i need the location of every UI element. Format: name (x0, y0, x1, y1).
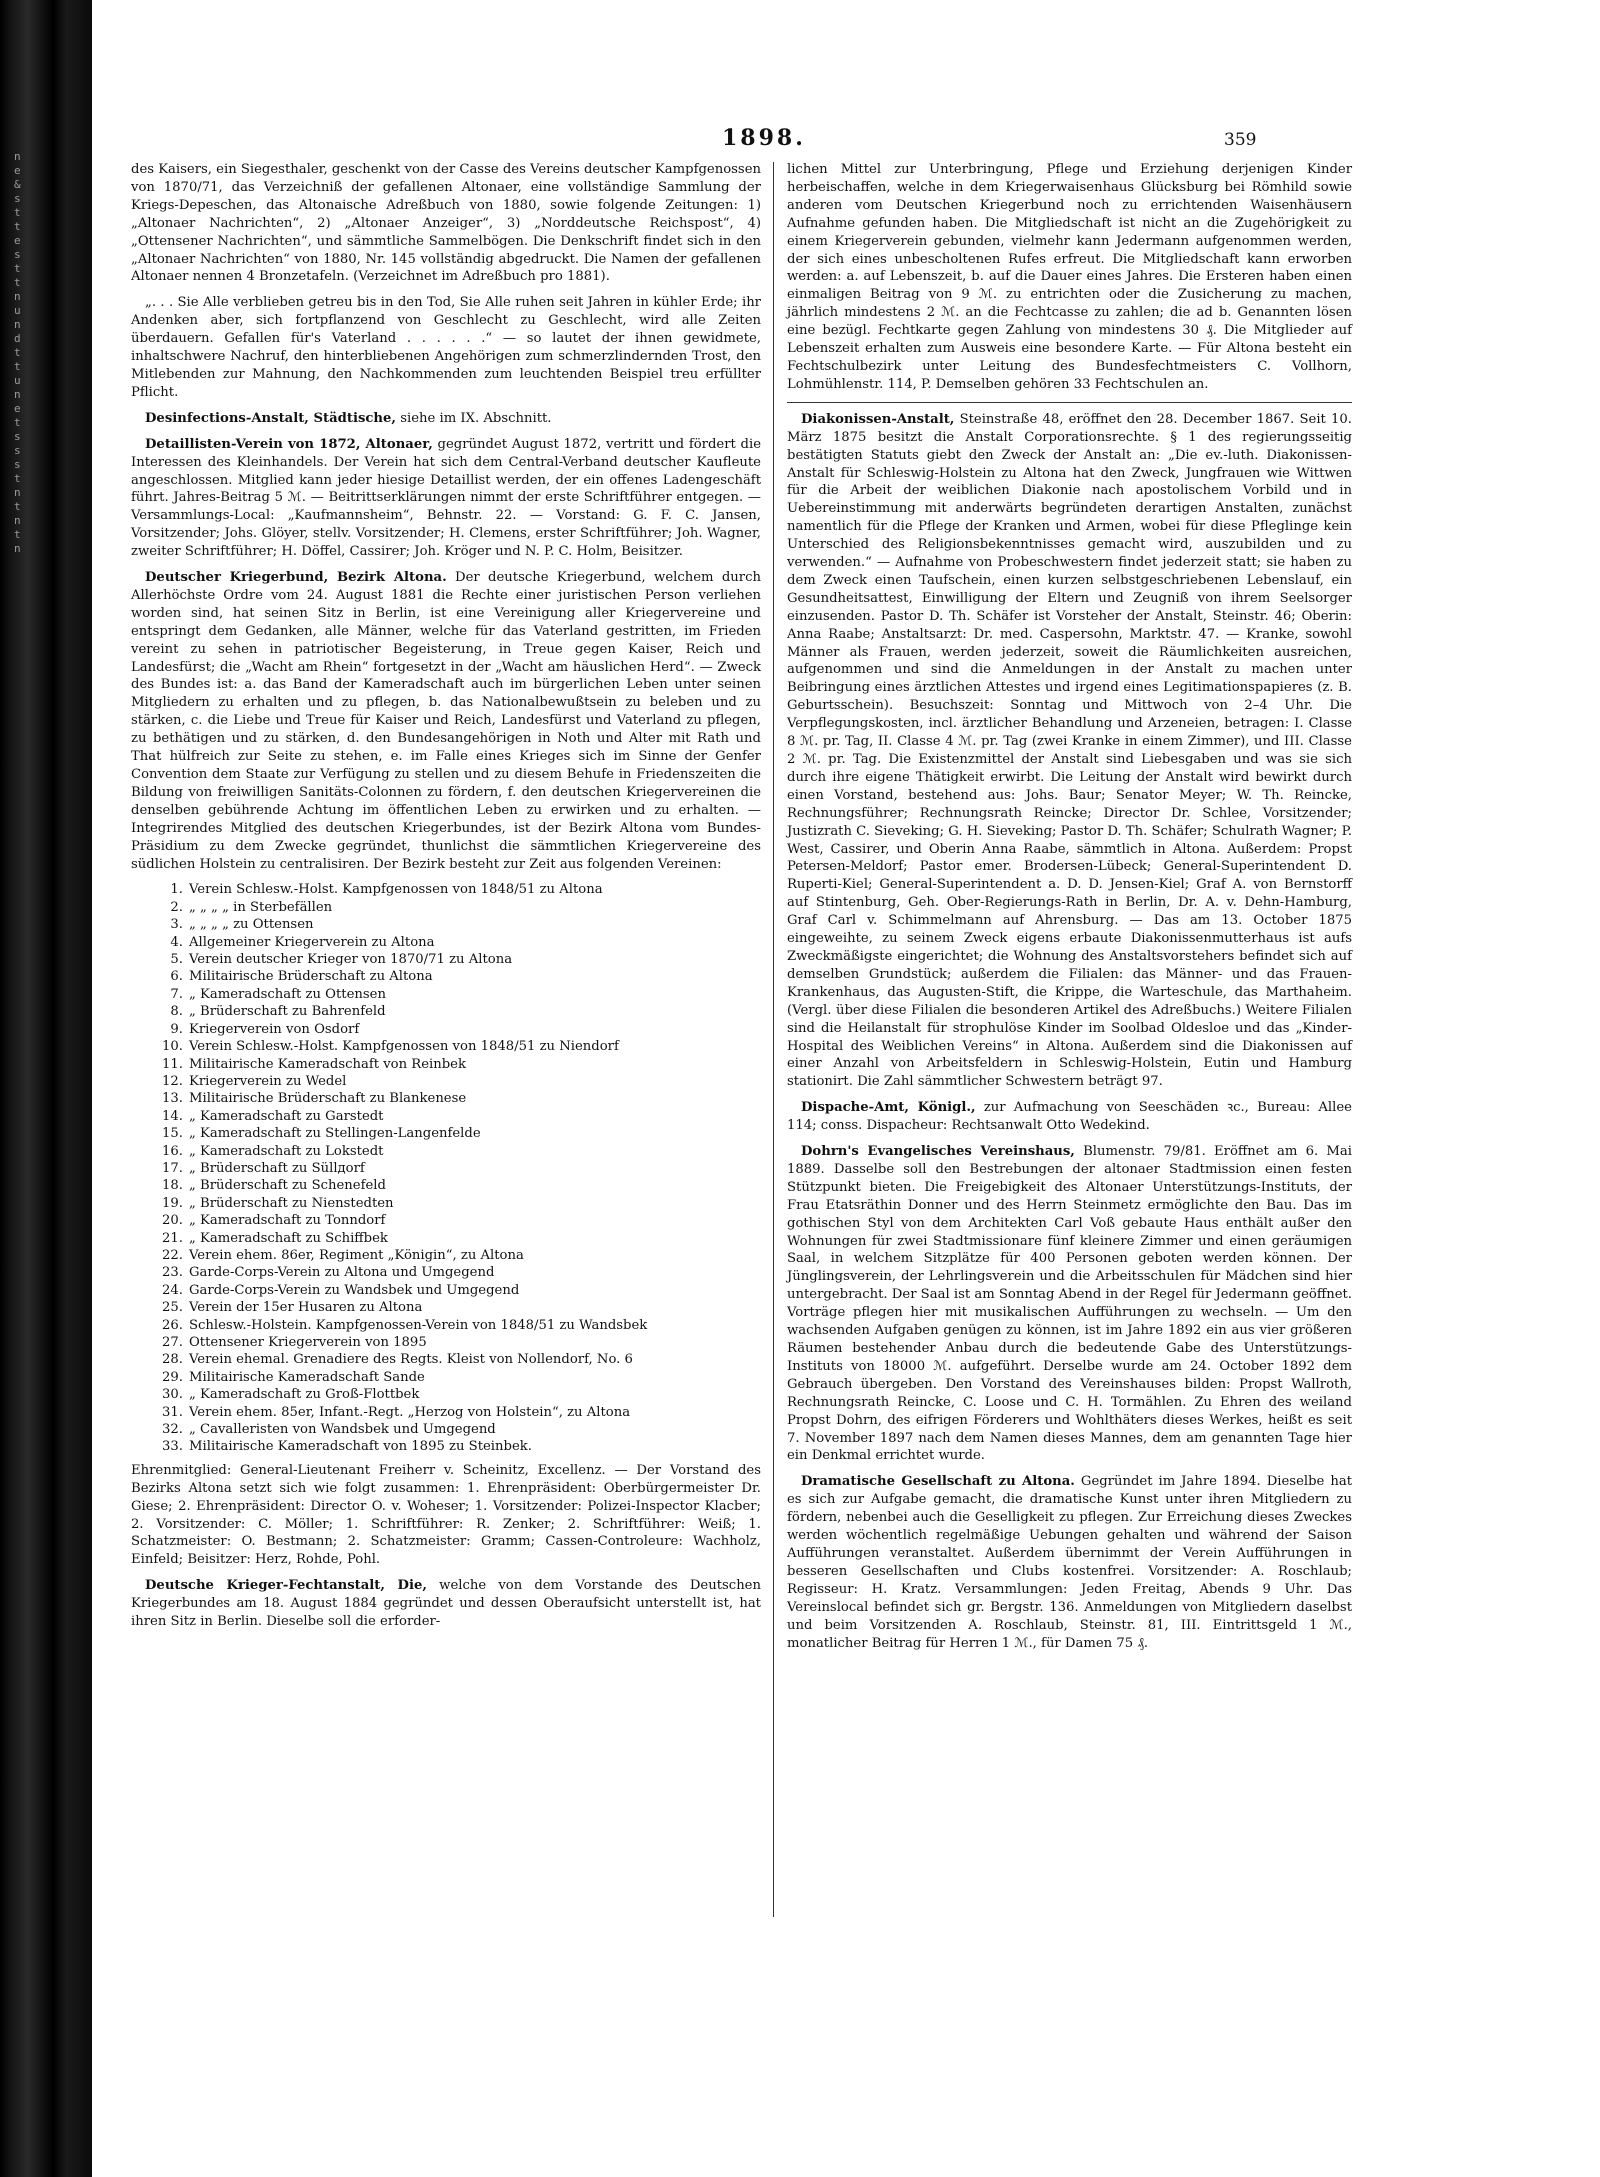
list-item: 25. Verein der 15er Husaren zu Altona (162, 1300, 423, 1316)
list-item: 15. „ Kameradschaft zu Stellingen-Langenfelde (162, 1126, 481, 1142)
list-item: 30. „ Kameradschaft zu Groß-Flottbek (162, 1387, 420, 1403)
intro-paragraph: des Kaisers, ein Siegesthaler, geschenkt von der Casse des Vereins deutscher Kampfgenossen von 1870/71, das Verzeichniß der gefallenen Altonaer, eine vollständige Sammlung der Kriegs-Depeschen, das Altonaische Adreßbuch von 1880, sowie folgende Zeitungen: 1) „Altonaer Nachrichten“, 2) „Altonaer Anzeiger“, 3) „Norddeutsche Reichspost“, 4) „Ottensener Nachrichten“, und sämmtliche Sammelbögen. Die Denkschrift findet sich in den „Altonaer Nachrichten“ von 1880, Nr. 145 vollständig abgedruckt. Die Namen der gefallenen Altonaer nennen 4 Bronzetafeln. (Verzeichnet im Adreßbuch pro 1881). (131, 162, 761, 285)
list-item: 5. Verein deutscher Krieger von 1870/71 zu Altona (170, 952, 513, 968)
entry-body: welche von dem Vorstande des Deutschen Kriegerbundes am 18. August 1884 gegründet und dessen Oberaufsicht unterstellt ist, hat ihren Sitz in Berlin. Dieselbe soll die erforder- (131, 1578, 761, 1630)
list-item: 26. Schlesw.-Holstein. Kampfgenossen-Verein von 1848/51 zu Wandsbek (162, 1317, 648, 1333)
entry-detaillisten (131, 436, 761, 561)
entry-ehrenmitglied: Ehrenmitglied: General-Lieutenant Freiherr v. Scheinitz, Excellenz. — Der Vorstand des Bezirks Altona setzt sich wie folgt zusammen: 1. Ehrenpräsident: Oberbürgermeister Dr. Giese; 2. Ehrenpräsident: Director O. v. Woheser; 1. Vorsitzender: Polizei-Inspector Klacber; 2. Vorsitzender: C. Möller; 1. Schriftführer: R. Zenker; 2. Schriftführer: Weiß; 1. Schatzmeister: O. Bestmann; 2. Schatzmeister: Gramm; Cassen-Controleure: Wachholz, Einfeld; Beisitzer: Herz, Rohde, Pohl. (131, 1462, 761, 1568)
list-item: 13. Militairische Brüderschaft zu Blankenese (162, 1091, 467, 1107)
list-item: 9. Kriegerverein von Osdorf (170, 1021, 360, 1037)
list-item: 23. Garde-Corps-Verein zu Altona und Umgegend (162, 1265, 495, 1281)
book-binding (0, 0, 92, 2177)
entry-heading: Diakonissen-Anstalt, (801, 411, 955, 427)
list-item: 7. „ Kameradschaft zu Ottensen (170, 986, 386, 1002)
list-item: 31. Verein ehem. 85er, Infant.-Regt. „Herzog von Holstein“, zu Altona (162, 1404, 631, 1420)
list-item: 24. Garde-Corps-Verein zu Wandsbek und Umgegend (162, 1282, 520, 1298)
entry-heading: Dohrn's Evangelisches Vereinshaus, (801, 1144, 1075, 1160)
entry-body: Blumenstr. 79/81. Eröffnet am 6. Mai 1889. Dasselbe soll den Bestrebungen der altonaer Stadtmission einen festen Stützpunkt bieten. Die Freigebigkeit des Altonaer Unterstützungs-Instituts, der Frau Etatsräthin Donner und des Herrn Steinmetz ermöglichte den Bau. Das im gothischen Styl von dem Architekten Carl Voß gebaute Haus enthält außer den Wohnungen für zwei Stadtmissionare fünf kleinere Zimmer und einen geräumigen Saal, in welchem Sitzplätze für 400 Personen geboten werden können. Der Jünglingsverein, der Lehrlingsverein und die Arbeitsschulen für Mädchen sind hier untergebracht. Der Saal ist am Sonntag Abend in der Regel für Jedermann geöffnet. Vorträge pflegen hier mit musikalischen Aufführungen zu wechseln. — Um den wachsenden Aufgaben genügen zu können, ist im Jahre 1892 ein aus vier größeren Räumen bestehender Anbau durch die bedeutende Gabe des Unterstützungs-Instituts von 18000 ℳ. aufgeführt. Derselbe wurde am 24. October 1892 dem Gebrauch übergeben. Den Vorstand des Vereinshauses bilden: Propst Wallroth, Rechnungsrath Reincke, C. Loose und C. H. Tormählen. Zu Ehren des weiland Propst Dohrn, des eifrigen Förderers und Wohlthäters dieses Werkes, heißt es seit 7. November 1897 nach dem Namen dieses Mannes, dem am genannten Tage hier ein Denkmal errichtet wurde. (787, 1144, 1353, 1464)
list-item: 32. „ Cavalleristen von Wandsbek und Umgegend (162, 1422, 496, 1438)
entry-fechtanstalt (131, 1577, 761, 1631)
column-divider (773, 162, 774, 1917)
entry-dispache (787, 1099, 1352, 1135)
list-item: 12. Kriegerverein zu Wedel (162, 1073, 347, 1089)
page-number: 359 (1224, 130, 1257, 150)
entry-diakonissen (787, 411, 1352, 1091)
entry-heading: Deutsche Krieger-Fechtanstalt, Die, (145, 1578, 427, 1594)
binding-text: n e & s t t e s t t n u n d t t u n e t s s s t n t n t n (14, 150, 21, 555)
list-item: 14. „ Kameradschaft zu Garstedt (162, 1108, 384, 1124)
page-year: 1898. (722, 125, 806, 151)
entry-dohrn (787, 1143, 1352, 1465)
entry-body: zur Aufmachung von Seeschäden ꝛc., Bureau: Allee 114; conss. Dispacheur: Rechtsanwalt Otto Wedekind. (787, 1100, 1352, 1134)
list-item: 28. Verein ehemal. Grenadiere des Regts. Kleist von Nollendorf, No. 6 (162, 1352, 633, 1368)
entry-heading: Dispache-Amt, Königl., (801, 1100, 976, 1116)
entry-dramatische (787, 1473, 1352, 1652)
entry-kriegerbund (131, 569, 761, 873)
list-item: 17. „ Brüderschaft zu Süllдorf (162, 1160, 365, 1176)
entry-body: siehe im IX. Abschnitt. (400, 410, 552, 426)
list-item: 19. „ Brüderschaft zu Nienstedten (162, 1195, 394, 1211)
entry-desinfection (131, 410, 761, 428)
column-right (787, 161, 1352, 1660)
list-item: 18. „ Brüderschaft zu Schenefeld (162, 1178, 386, 1194)
entry-heading: Detaillisten-Verein von 1872, Altonaer, (145, 436, 433, 452)
entry-body: Der deutsche Kriegerbund, welchem durch Allerhöchste Ordre vom 24. August 1881 die Rechte einer juristischen Person verliehen worden sind, hat seinen Sitz in Berlin, ist eine Vereinigung aller Kriegervereine und entspringt dem Gedanken, alle Männer, welche für das Vaterland gestritten, im Frieden vereint zu sehen in patriotischer Begeisterung, in Treue gegen Kaiser, Reich und Landesfürst; die „Wacht am Rhein“ fortgesetzt in der „Wacht am häuslichen Herd“. — Zweck des Bundes ist: a. das Band der Kameradschaft auch im bürgerlichen Leben unter seinen Mitgliedern zu erhalten und zu pflegen, b. das Nationalbewußtsein zu beleben und zu stärken, c. die Liebe und Treue für Kaiser und Reich, Landesfürst und Vaterland zu pflegen, zu bethätigen und zu stärken, d. den Bundesangehörigen in Noth und Alter mit Rath und That hülfreich zur Seite zu stehen, e. im Falle eines Krieges sich im Sinne der Genfer Convention dem Staate zur Verfügung zu stellen und zu diesem Behufe in Friedenszeiten die Bildung von freiwilligen Sanitäts-Colonnen zu fördern, f. den deutschen Kriegervereinen die denselben gebührende Achtung im öffentlichen Leben zu erwirken und zu erhalten. — Integrirendes Mitglied des deutschen Kriegerbundes, ist der Bezirk Altona vom Bundes-Präsidium zu dem Zwecke gegründet, thunlichst die sämmtlichen Kriegervereine des südlichen Holstein zu centralisiren. Der Bezirk besteht zur Zeit aus folgenden Vereinen: (131, 570, 761, 872)
entry-body: Gegründet im Jahre 1894. Dieselbe hat es sich zur Aufgabe gemacht, die dramatische Kunst unter ihren Mitgliedern zu fördern, nebenbei auch die Geselligkeit zu pflegen. Zur Erreichung dieses Zweckes werden wöchentlich regelmäßige Uebungen gehalten und während der Saison Aufführungen veranstaltet. Außerdem übernimmt der Verein Aufführungen in besseren Gesellschaften und Clubs kostenfrei. Vorsitzender: A. Roschlaub; Regisseur: H. Kratz. Versammlungen: Jeden Freitag, Abends 9 Uhr. Das Vereinslocal befindet sich gr. Bergstr. 136. Anmeldungen von Mitgliedern daselbst und beim Vorsitzenden A. Roschlaub, Steinstr. 81, III. Eintrittsgeld 1 ℳ., monatlicher Beitrag für Herren 1 ℳ., für Damen 75 ₰. (787, 1474, 1352, 1651)
list-item: 2. „ „ „ „ in Sterbefällen (170, 899, 333, 915)
list-item: 33. Militairische Kameradschaft von 1895 zu Steinbek. (162, 1439, 532, 1455)
divider (787, 402, 1352, 403)
list-item: 21. „ Kameradschaft zu Schiffbek (162, 1230, 388, 1246)
list-item: 20. „ Kameradschaft zu Tonndorf (162, 1213, 386, 1229)
list-item: 10. Verein Schlesw.-Holst. Kampfgenossen von 1848/51 zu Niendorf (162, 1039, 619, 1055)
list-item: 3. „ „ „ „ zu Ottensen (170, 917, 314, 933)
fechtanstalt-continued: lichen Mittel zur Unterbringung, Pflege und Erziehung derjenigen Kinder herbeischaffen, welche in dem Kriegerwaisenhaus Glücksburg bei Römhild sowie anderen vom Deutschen Kriegerbund noch zu errichtenden Waisenhäusern Aufnahme gefunden haben. Die Mitgliedschaft ist nicht an die Zugehörigkeit zu einem Kriegerverein gebunden, vielmehr kann Jedermann aufgenommen werden, der sich eines unbescholtenen Rufes erfreut. Die Mitgliedschaft kann erworben werden: a. auf Lebenszeit, b. auf die Dauer eines Jahres. Die Ersteren haben einen einmaligen Beitrag von 9 ℳ. zu entrichten oder die Zusicherung zu machen, jährlich mindestens 2 ℳ. an die Fechtcasse zu zahlen; die ad b. Genannten lösen eine bezügl. Fechtkarte gegen Zahlung von mindestens 30 ₰. Die Mitglieder auf Lebenszeit erhalten zum Ausweis eine besondere Karte. — Für Altona besteht ein Fechtschulbezirk unter Leitung des Bundesfechtmeisters C. Vollhorn, Lohmühlenstr. 114, P. Demselben gehören 33 Fechtschulen an. (787, 162, 1352, 392)
list-item: 29. Militairische Kameradschaft Sande (162, 1369, 425, 1385)
entry-heading: Desinfections-Anstalt, Städtische, (145, 410, 396, 426)
list-item: 6. Militairische Brüderschaft zu Altona (170, 969, 433, 985)
list-item: 1. Verein Schlesw.-Holst. Kampfgenossen von 1848/51 zu Altona (170, 882, 603, 898)
verein-list (131, 881, 761, 1455)
list-item: 16. „ Kameradschaft zu Lokstedt (162, 1143, 384, 1159)
entry-body: Steinstraße 48, eröffnet den 28. December 1867. Seit 10. März 1875 besitzt die Anstalt Corporationsrechte. § 1 des regierungsseitig bestätigten Statuts giebt den Zweck der Anstalt an: „Die ev.-luth. Diakonissen-Anstalt für Schleswig-Holstein zu Altona hat den Zweck, Jungfrauen wie Wittwen für die Arbeit der weiblichen Diakonie nach apostolischem Vorbild und in Uebereinstimmung mit anderwärts begründeten derartigen Anstalten, zunächst namentlich für die Pflege der Kranken und Armen, wobei für diese Pfleglinge kein Unterschied des Religionsbekenntnisses gemacht wird, auszubilden und zu verwenden.“ — Aufnahme von Probeschwestern findet jederzeit statt; sie haben zu dem Zweck einen Taufschein, einen kurzen selbstgeschriebenen Lebenslauf, ein Gesundheitsattest, Einwilligung der Eltern und Zeugniß von ihrem Seelsorger einzusenden. Pastor D. Th. Schäfer ist Vorsteher der Anstalt, Steinstr. 46; Oberin: Anna Raabe; Anstaltsarzt: Dr. med. Caspersohn, Marktstr. 47. — Kranke, sowohl Männer als Frauen, werden jederzeit, soweit die Räumlichkeiten ausreichen, aufgenommen und sind die Anmeldungen in der Anstalt zu machen unter Beibringung eines ärztlichen Attestes und irgend eines Legitimationspapieres (z. B. Geburtsschein). Besuchszeit: Sonntag und Mittwoch von 2–4 Uhr. Die Verpflegungskosten, incl. ärztlicher Behandlung und Arzeneien, betragen: I. Classe 8 ℳ. pr. Tag, II. Classe 4 ℳ. pr. Tag (zwei Kranke in einem Zimmer), und III. Classe 2 ℳ. pr. Tag. Die Existenzmittel der Anstalt sind Liebesgaben und was sie sich durch ihre eigene Thätigkeit erwirbt. Die Leitung der Anstalt wird bewirkt durch einen Vorstand, bestehend aus: Johs. Baur; Senator Meyer; W. Th. Reincke, Rechnungsführer; Rechnungsrath Reincke; Director Dr. Schlee, Vorsitzender; Justizrath C. Sieveking; G. H. Sieveking; Pastor D. Th. Schäfer; Schulrath Wagner; P. West, Cassirer, und Oberin Anna Raabe, sämmtlich in Altona. Außerdem: Propst Petersen-Meldorf; Pastor emer. Brodersen-Lübeck; General-Superintendent D. Ruperti-Kiel; General-Superintendent a. D. D. Jensen-Kiel; Graf A. von Bernstorff auf Stintenburg, Geh. Ober-Regierungs-Rath in Berlin, Dr. A. v. Dehn-Hamburg, Graf Carl v. Schimmelmann auf Ahrensburg. — Das am 13. October 1875 eingeweihte, zu seinem Zweck eigens erbaute Diakonissenmutterhaus ist aufs Zweckmäßigste eingerichtet; die Wohnung des Anstaltsvorstehers befindet sich auf demselben Grundstück; außerdem die Filialen: das Männer- und das Frauen-Krankenhaus, das Augusten-Stift, die Krippe, die Warteschule, das Marthaheim. (Vergl. über diese Filialen die besonderen Artikel des Adreßbuchs.) Weitere Filialen sind die Heilanstalt für strophulöse Kinder im Soolbad Oldesloe und das „Kinder-Hospital des Weiblichen Vereins“ in Altona. Außerdem sind die Diakonissen auf einer Anzahl von Arbeitsfeldern in Schleswig-Holstein, Eutin und Hamburg stationirt. Die Zahl sämmtlicher Schwestern beträgt 97. (787, 411, 1352, 1090)
list-item: 8. „ Brüderschaft zu Bahrenfeld (170, 1004, 386, 1020)
list-item: 4. Allgemeiner Kriegerverein zu Altona (170, 934, 435, 950)
list-item: 11. Militairische Kameradschaft von Reinbek (162, 1056, 466, 1072)
entry-heading: Deutscher Kriegerbund, Bezirk Altona. (145, 570, 447, 586)
entry-body: gegründet August 1872, vertritt und fördert die Interessen des Kleinhandels. Der Verein hat sich dem Central-Verband deutscher Kaufleute angeschlossen. Mitglied kann jeder hiesige Detaillist werden, der ein offenes Ladengeschäft führt. Jahres-Beitrag 5 ℳ. — Beitrittserklärungen nimmt der erste Schriftführer entgegen. — Versammlungs-Local: „Kaufmannsheim“, Behnstr. 22. — Vorstand: G. F. C. Jansen, Vorsitzender; Johs. Glöyer, stellv. Vorsitzender; H. Clemens, erster Schriftführer; Joh. Wagner, zweiter Schriftführer; H. Döffel, Cassirer; Joh. Kröger und N. P. C. Holm, Beisitzer. (131, 436, 762, 560)
entry-heading: Dramatische Gesellschaft zu Altona. (801, 1474, 1075, 1490)
list-item: 27. Ottensener Kriegerverein von 1895 (162, 1335, 427, 1350)
list-item: 22. Verein ehem. 86er, Regiment „Königin“, zu Altona (162, 1247, 524, 1263)
column-left (131, 161, 761, 1639)
memorial-quote: „. . . Sie Alle verblieben getreu bis in den Tod, Sie Alle ruhen seit Jahren in kühler Erde; ihr Andenken aber, sich fortpflanzend von Geschlecht zu Geschlecht, wird alle Zeiten überdauern. Gefallen für's Vaterland . . . . . .“ — so lautet der ihnen gewidmete, inhaltschwere Nachruf, den hinterbliebenen Angehörigen zum schmerzlindernden Trost, den Mitlebenden zur Mahnung, den Nachkommenden zum leuchtenden Beispiel treu erfüllter Pflicht. (131, 295, 761, 400)
